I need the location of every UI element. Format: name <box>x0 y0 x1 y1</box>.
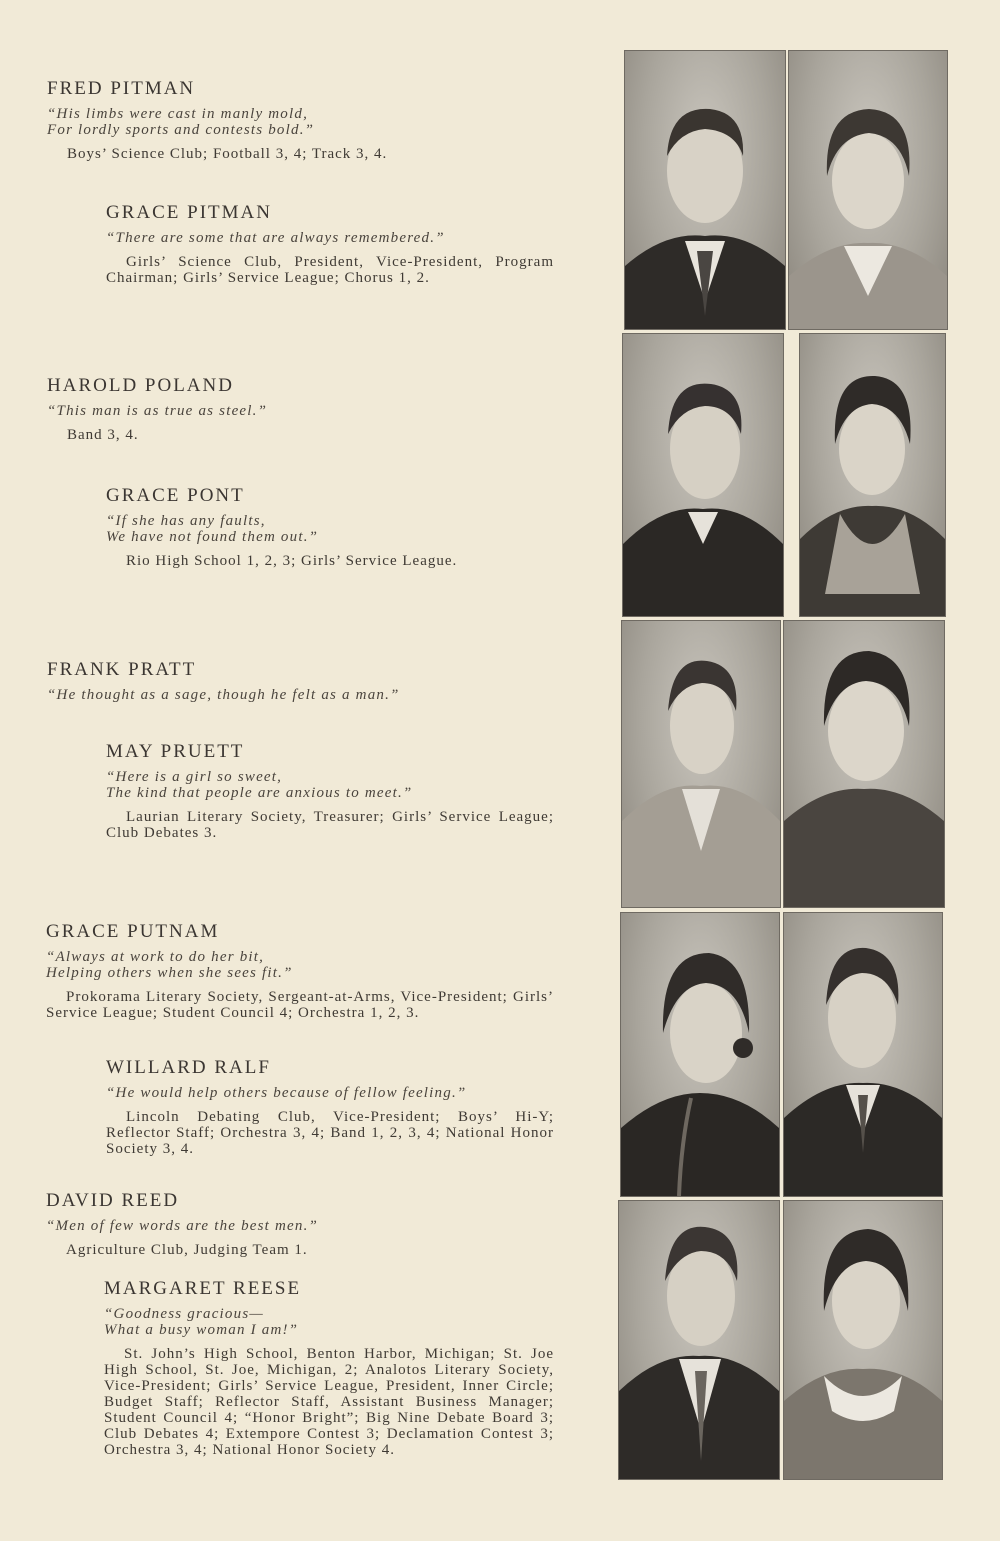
entry-grace-pitman <box>106 202 554 286</box>
student-activities: Girls’ Science Club, President, Vice-President, Program Chairman; Girls’ Service League; Chorus 1, 2. <box>106 254 554 286</box>
student-activities: Prokorama Literary Society, Sergeant-at-Arms, Vice-President; Girls’ Service League; Student Council 4; Orchestra 1, 2, 3. <box>46 989 554 1021</box>
student-activities: Boys’ Science Club; Football 3, 4; Track 3, 4. <box>67 146 388 162</box>
entry-grace-putnam <box>46 921 554 1021</box>
portrait-photo-grace-putnam <box>620 912 780 1197</box>
man-portrait-icon <box>625 51 785 329</box>
portrait-photo-grace-pitman <box>788 50 948 330</box>
portrait-photo-fred-pitman <box>624 50 786 330</box>
entry-harold-poland <box>47 375 587 443</box>
entry-margaret-reese <box>104 1278 554 1458</box>
portrait-photo-harold-poland <box>622 333 784 617</box>
portrait-photo-frank-pratt <box>621 620 781 908</box>
student-name: GRACE PITMAN <box>106 202 272 223</box>
student-activities: Band 3, 4. <box>67 427 139 443</box>
student-quote: “This man is as true as steel.” <box>47 403 268 419</box>
portrait-photo-grace-pont <box>799 333 946 617</box>
student-quote: “Men of few words are the best men.” <box>46 1218 319 1234</box>
student-activities: Lincoln Debating Club, Vice-President; Boys’ Hi-Y; Reflector Staff; Orchestra 3, 4; Band 1, 2, 3, 4; National Honor Society 3, 4. <box>106 1109 554 1157</box>
student-quote: “His limbs were cast in manly mold, For lordly sports and contests bold.” <box>47 106 315 138</box>
student-quote: “Here is a girl so sweet, The kind that people are anxious to meet.” <box>106 769 413 801</box>
man-portrait-icon <box>619 1201 779 1479</box>
student-activities: Rio High School 1, 2, 3; Girls’ Service League. <box>126 553 458 569</box>
student-quote: “He would help others because of fellow feeling.” <box>106 1085 467 1101</box>
student-activities: Agriculture Club, Judging Team 1. <box>66 1242 308 1258</box>
student-name: GRACE PONT <box>106 485 245 506</box>
entry-frank-pratt <box>47 659 587 711</box>
student-name: FRED PITMAN <box>47 78 196 99</box>
woman-portrait-icon <box>789 51 947 329</box>
student-quote: “If she has any faults, We have not found them out.” <box>106 513 319 545</box>
man-portrait-icon <box>622 621 780 907</box>
student-quote: “There are some that are always remembered.” <box>106 230 445 246</box>
woman-portrait-icon <box>621 913 779 1196</box>
entry-fred-pitman <box>47 78 587 162</box>
student-quote: “Goodness gracious— What a busy woman I am!” <box>104 1306 299 1338</box>
entry-may-pruett <box>106 741 554 841</box>
student-activities: Laurian Literary Society, Treasurer; Girls’ Service League; Club Debates 3. <box>106 809 554 841</box>
man-portrait-icon <box>623 334 783 616</box>
portrait-photo-willard-ralf <box>783 912 943 1197</box>
entry-grace-pont <box>106 485 554 569</box>
portrait-photo-david-reed <box>618 1200 780 1480</box>
student-name: GRACE PUTNAM <box>46 921 220 942</box>
woman-portrait-icon <box>800 334 945 616</box>
student-name: WILLARD RALF <box>106 1057 271 1078</box>
student-name: MAY PRUETT <box>106 741 245 762</box>
student-name: FRANK PRATT <box>47 659 197 680</box>
student-name: HAROLD POLAND <box>47 375 234 396</box>
entry-willard-ralf <box>106 1057 554 1157</box>
student-name: MARGARET REESE <box>104 1278 302 1299</box>
woman-portrait-icon <box>784 621 944 907</box>
entry-david-reed <box>46 1190 586 1258</box>
student-activities: St. John’s High School, Benton Harbor, Michigan; St. Joe High School, St. Joe, Michigan, 2; Analotos Literary Society, Vice-President; Girls’ Service League, President, Inner Circle; Budget Staff; Reflector Staff, Assistant Business Manager; Student Council 4; “Honor Bright”; Big Nine Debate Board 3; Club Debates 4; Extempore Contest 3; Declamation Contest 3; Orchestra 3, 4; National Honor Society 4. <box>104 1346 554 1458</box>
portrait-photo-may-pruett <box>783 620 945 908</box>
man-portrait-icon <box>784 913 942 1196</box>
woman-portrait-icon <box>784 1201 942 1479</box>
portrait-photo-margaret-reese <box>783 1200 943 1480</box>
student-name: DAVID REED <box>46 1190 180 1211</box>
student-quote: “He thought as a sage, though he felt as a man.” <box>47 687 400 703</box>
student-quote: “Always at work to do her bit, Helping others when she sees fit.” <box>46 949 293 981</box>
